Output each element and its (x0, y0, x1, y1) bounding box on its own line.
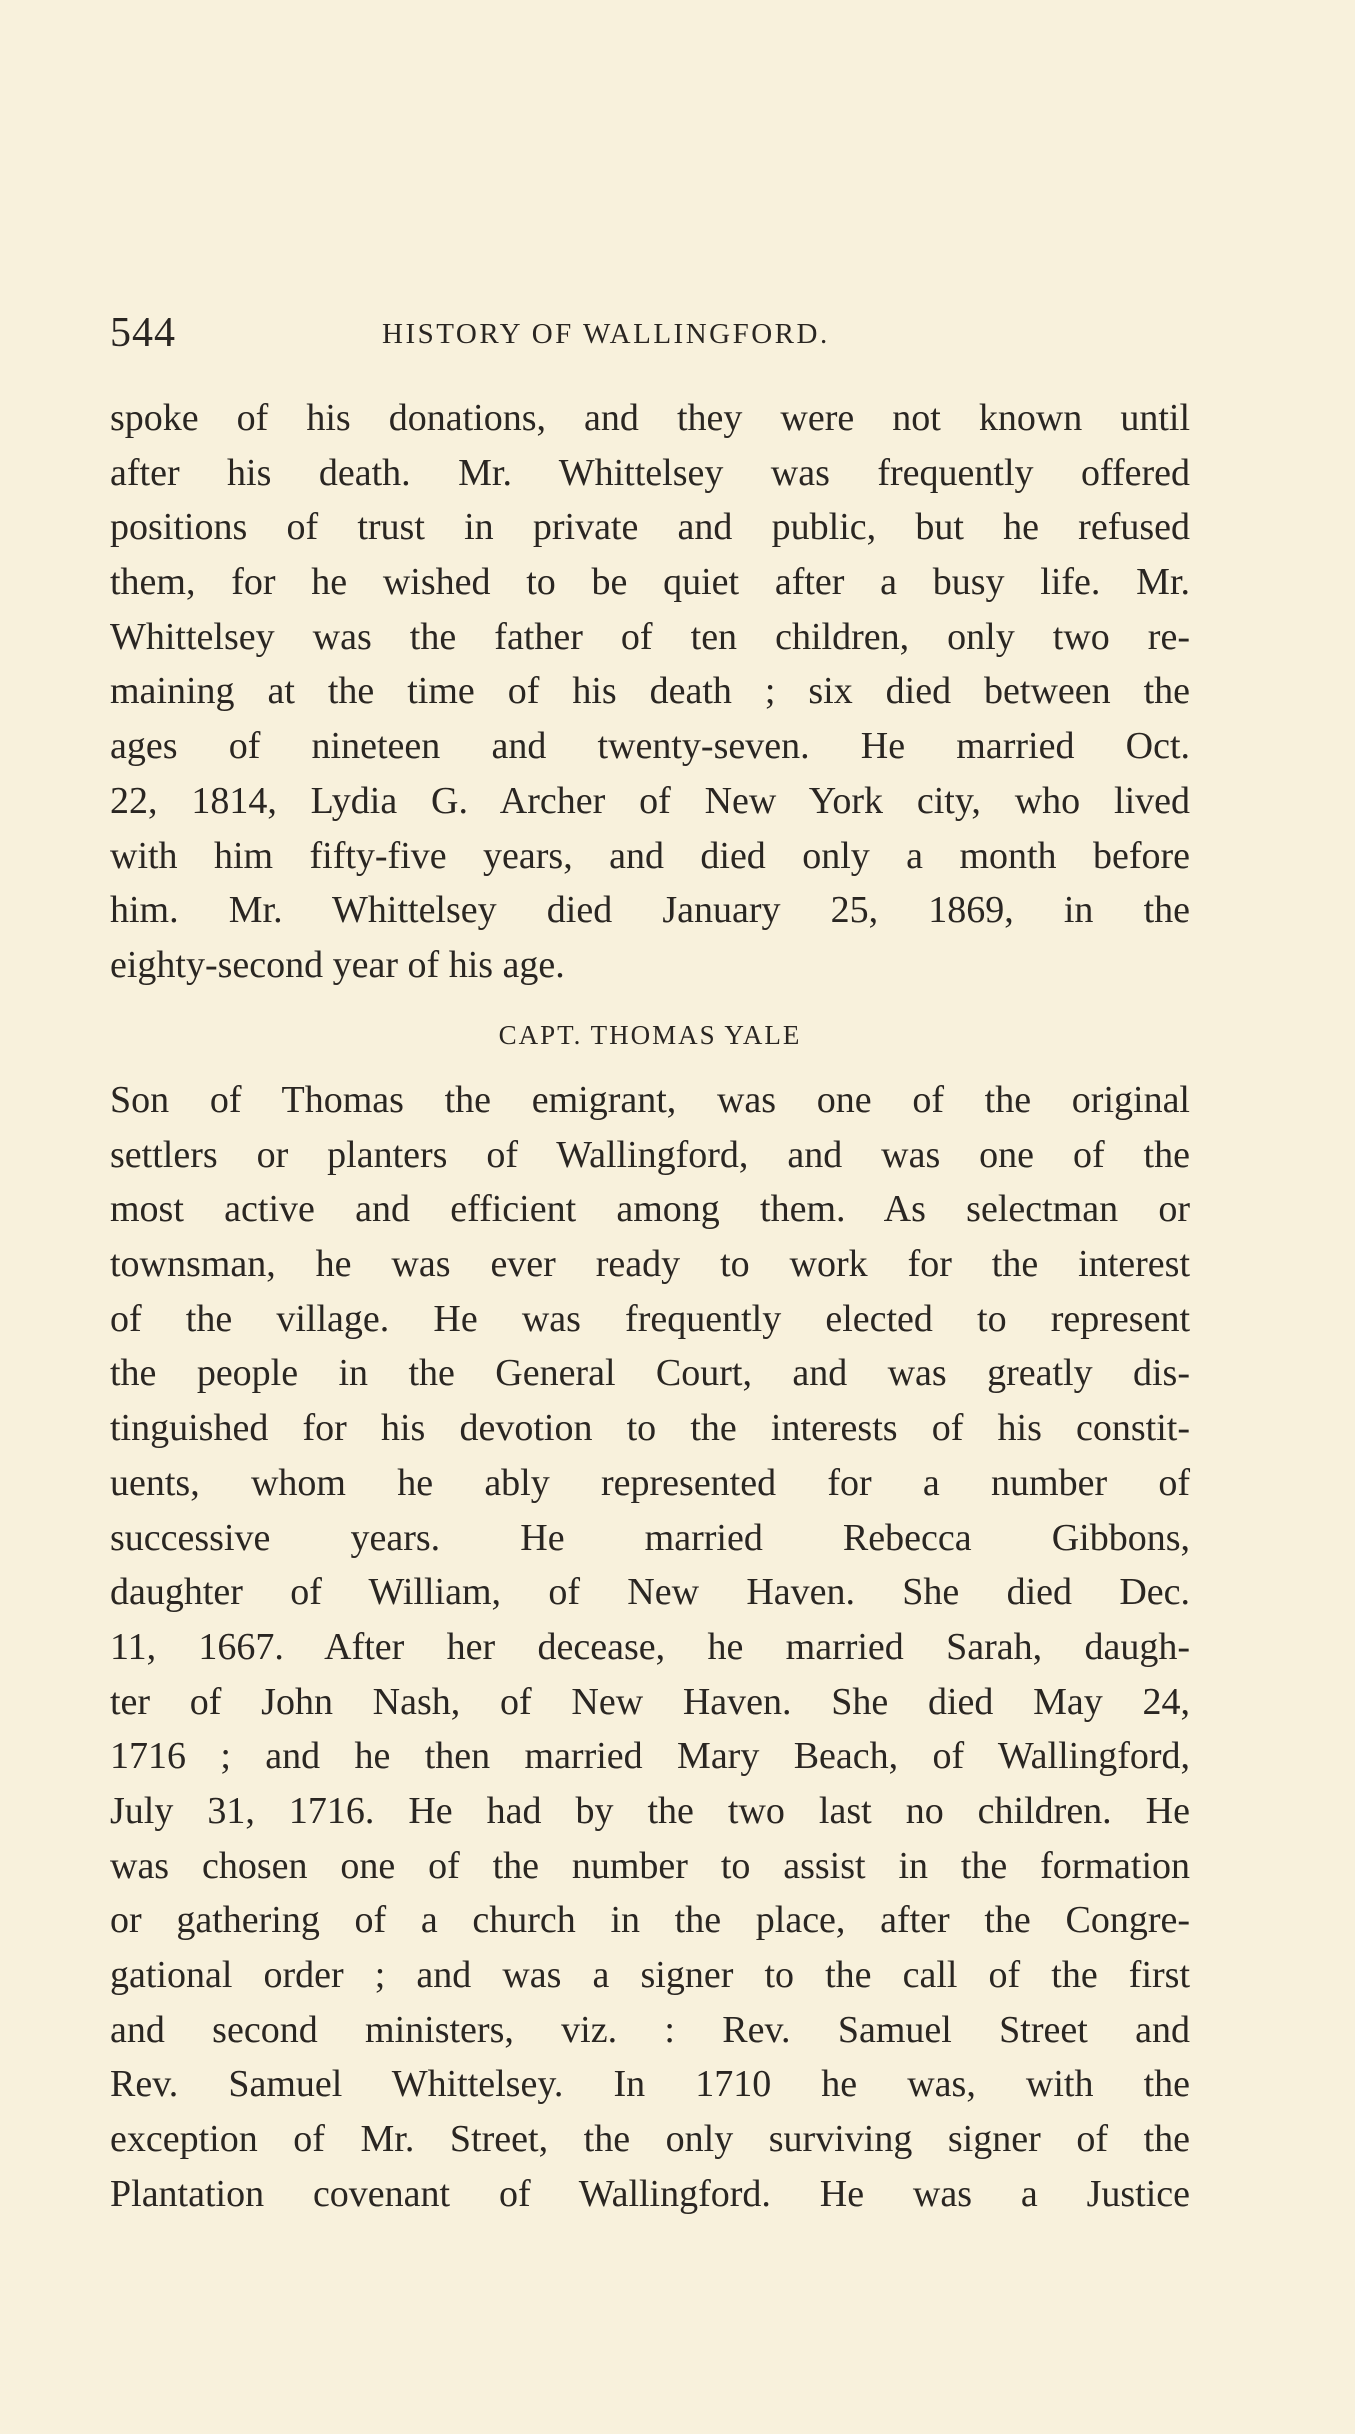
text-line: them, for he wished to be quiet after a busy life. Mr. (110, 561, 1190, 604)
text-line: tinguished for his devotion to the interests of his constit- (110, 1407, 1190, 1450)
text-line: gational order ; and was a signer to the call of the first (110, 1954, 1190, 1996)
running-title: HISTORY OF WALLINGFORD. (382, 318, 830, 350)
text-line: him. Mr. Whittelsey died January 25, 1869, in the (110, 889, 1190, 932)
text-line: successive years. He married Rebecca Gibbons, (110, 1516, 1190, 1559)
text-line: maining at the time of his death ; six died between the (110, 670, 1190, 713)
text-line: and second ministers, viz. : Rev. Samuel Street and (110, 2008, 1190, 2051)
text-line: eighty-second year of his age. (110, 943, 565, 986)
text-line: 1716 ; and he then married Mary Beach, of Wallingford, (110, 1735, 1190, 1778)
running-head (110, 308, 1185, 358)
text-line: 22, 1814, Lydia G. Archer of New York city, who lived (110, 779, 1190, 822)
page-number: 544 (110, 310, 176, 356)
text-line: ages of nineteen and twenty-seven. He married Oct. (110, 725, 1190, 768)
text-line: July 31, 1716. He had by the two last no children. He (110, 1789, 1190, 1832)
text-line: Whittelsey was the father of ten children, only two re- (110, 615, 1190, 658)
text-line: Son of Thomas the emigrant, was one of the original (110, 1079, 1190, 1121)
paragraph-thomas-yale (110, 1073, 1190, 2221)
text-line: most active and efficient among them. As selectman or (110, 1188, 1190, 1231)
paragraph-whittelsey (110, 391, 1190, 993)
text-line: exception of Mr. Street, the only surviving signer of the (110, 2118, 1190, 2161)
text-line: spoke of his donations, and they were not known until (110, 397, 1190, 439)
section-heading: CAPT. THOMAS YALE (498, 1020, 802, 1050)
text-line: after his death. Mr. Whittelsey was frequently offered (110, 451, 1190, 494)
text-line: daughter of William, of New Haven. She died Dec. (110, 1571, 1190, 1614)
text-line: Rev. Samuel Whittelsey. In 1710 he was, with the (110, 2063, 1190, 2106)
text-line: was chosen one of the number to assist in the formation (110, 1844, 1190, 1887)
text-line: uents, whom he ably represented for a number of (110, 1461, 1190, 1504)
text-line: or gathering of a church in the place, after the Congre- (110, 1899, 1190, 1942)
text-line: the people in the General Court, and was greatly dis- (110, 1352, 1190, 1395)
text-line: positions of trust in private and public, but he refused (110, 506, 1190, 549)
text-line: townsman, he was ever ready to work for the interest (110, 1243, 1190, 1286)
text-line: Plantation covenant of Wallingford. He was a Justice (110, 2172, 1190, 2215)
text-line: with him fifty-five years, and died only a month before (110, 834, 1190, 877)
text-line: of the village. He was frequently elected to represent (110, 1297, 1190, 1340)
text-line: ter of John Nash, of New Haven. She died May 24, (110, 1680, 1190, 1723)
text-line: 11, 1667. After her decease, he married Sarah, daugh- (110, 1625, 1190, 1668)
text-line: settlers or planters of Wallingford, and was one of the (110, 1133, 1190, 1176)
